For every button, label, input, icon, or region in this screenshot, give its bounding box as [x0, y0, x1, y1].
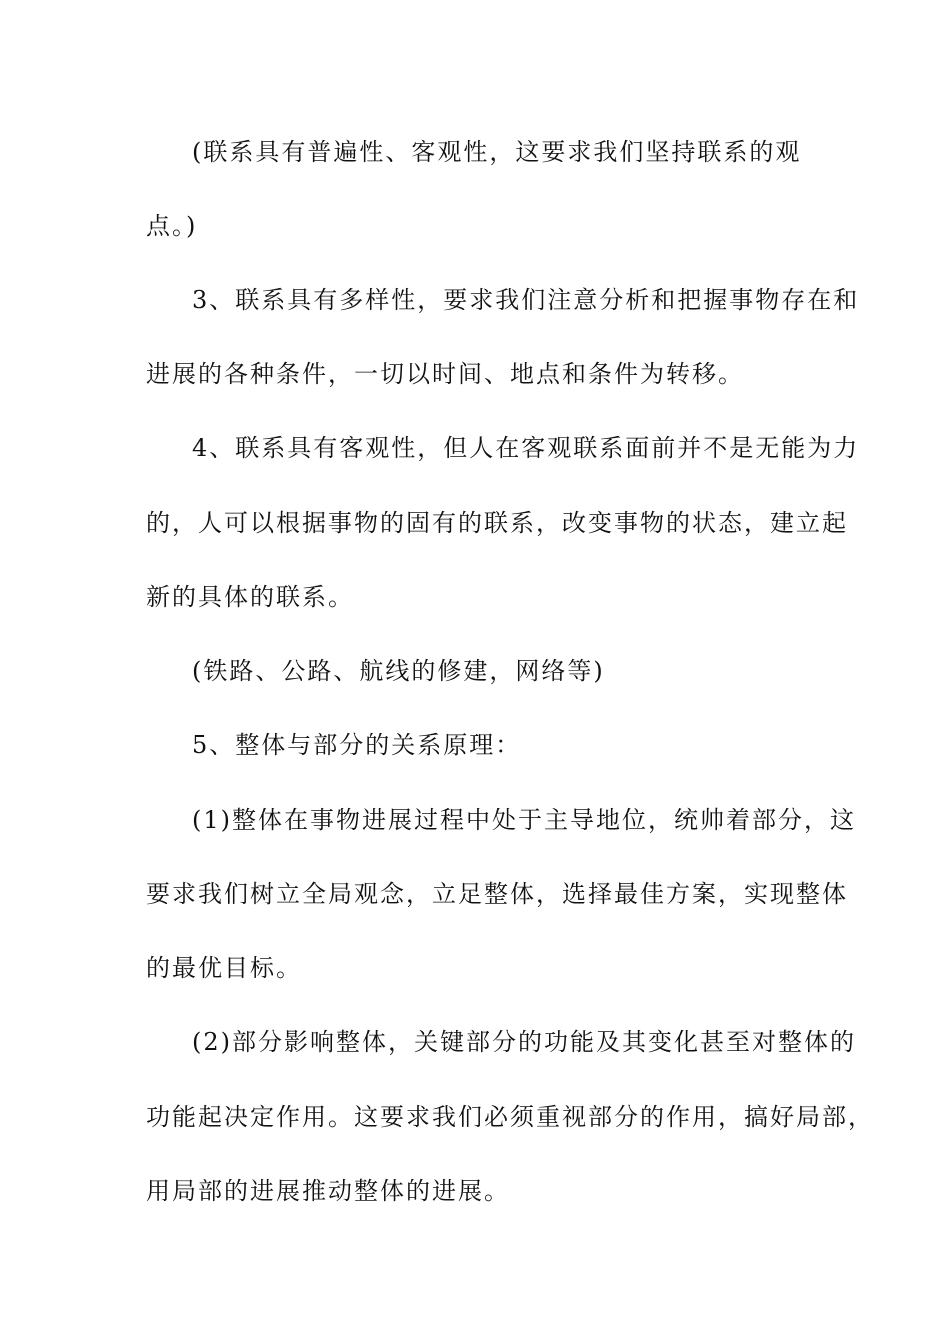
text-line: 要求我们树立全局观念，立足整体，选择最佳方案，实现整体	[146, 880, 848, 908]
text-line: 3、联系具有多样性，要求我们注意分析和把握事物存在和	[192, 286, 860, 314]
text-line: 功能起决定作用。这要求我们必须重视部分的作用，搞好局部，	[146, 1103, 874, 1131]
text-line: 的最优目标。	[146, 954, 302, 982]
text-line: 4、联系具有客观性，但人在客观联系面前并不是无能为力	[192, 434, 860, 462]
text-line: 新的具体的联系。	[146, 583, 354, 611]
text-line: 5、整体与部分的关系原理：	[192, 731, 522, 759]
text-line: (联系具有普遍性、客观性，这要求我们坚持联系的观	[192, 138, 802, 166]
text-line: 点。)	[146, 212, 198, 240]
text-line: (2)部分影响整体，关键部分的功能及其变化甚至对整体的	[192, 1028, 856, 1056]
text-line: 用局部的进展推动整体的进展。	[146, 1177, 510, 1205]
text-line: 进展的各种条件，一切以时间、地点和条件为转移。	[146, 360, 744, 388]
text-line: (1)整体在事物进展过程中处于主导地位，统帅着部分，这	[192, 806, 856, 834]
text-line: (铁路、公路、航线的修建，网络等)	[192, 657, 605, 685]
text-line: 的，人可以根据事物的固有的联系，改变事物的状态，建立起	[146, 509, 848, 537]
